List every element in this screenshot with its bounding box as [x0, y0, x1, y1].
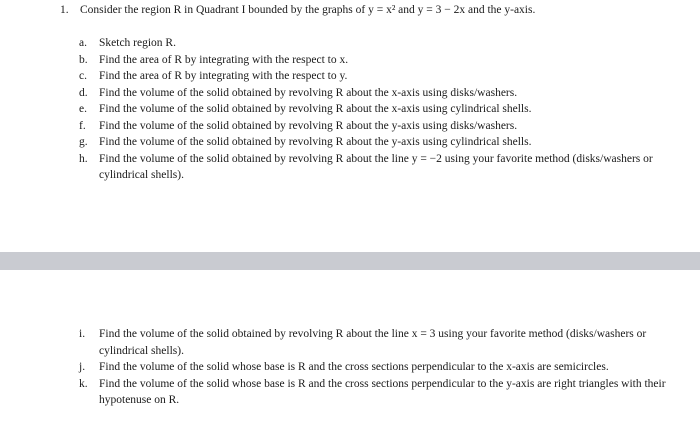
- part-item-i: [79, 326, 679, 359]
- part-text: Find the volume of the solid obtained by revolving R about the x-axis using disks/washers.: [99, 86, 518, 99]
- problem-text: Consider the region R in Quadrant I bounded by the graphs of y = x² and y = 3 − 2x and the y-axis.: [80, 4, 536, 16]
- part-letter: g.: [79, 136, 88, 148]
- problem-number: 1.: [60, 4, 69, 16]
- part-text: Find the area of R by integrating with the respect to x.: [99, 53, 349, 66]
- part-letter: k.: [79, 377, 88, 390]
- part-text: Find the volume of the solid obtained by revolving R about the x-axis using cylindrical shells.: [99, 103, 532, 115]
- part-text: Find the volume of the solid obtained by revolving R about the y-axis using disks/washers.: [99, 119, 518, 132]
- part-item-b: [79, 52, 679, 69]
- part-letter: e.: [79, 103, 87, 115]
- part-item-k: [79, 376, 679, 409]
- part-letter: i.: [79, 328, 86, 340]
- part-item-h: [79, 151, 679, 184]
- part-letter: f.: [79, 119, 86, 132]
- part-letter: j.: [79, 361, 86, 373]
- part-letter: b.: [79, 53, 88, 66]
- page-divider-band: [0, 252, 700, 270]
- part-text: Find the volume of the solid obtained by revolving R about the line x = 3 using your favorite method (disks/washers or cylindrical shells).: [99, 328, 647, 357]
- part-text: Find the volume of the solid obtained by revolving R about the y-axis using cylindrical shells.: [99, 136, 532, 148]
- part-letter: d.: [79, 86, 88, 99]
- part-item-c: [79, 68, 679, 85]
- part-letter: h.: [79, 152, 88, 165]
- part-item-f: [79, 118, 679, 135]
- part-item-d: [79, 85, 679, 102]
- part-item-e: [79, 101, 679, 118]
- part-letter: a.: [79, 37, 87, 49]
- part-text: Find the volume of the solid whose base is R and the cross sections perpendicular to the x-axis are semicircles.: [99, 361, 609, 373]
- parts-list-bottom: [79, 326, 679, 409]
- parts-list-top: [79, 35, 679, 184]
- part-text: Sketch region R.: [99, 37, 176, 49]
- part-text: Find the volume of the solid obtained by revolving R about the line y = −2 using your favorite method (disks/washers or cylindrical shells).: [99, 152, 653, 181]
- part-letter: c.: [79, 70, 87, 82]
- part-text: Find the volume of the solid whose base is R and the cross sections perpendicular to the y-axis are right triangles with their hypotenuse on R.: [99, 377, 666, 406]
- part-item-a: [79, 35, 679, 52]
- part-item-j: [79, 359, 679, 376]
- part-text: Find the area of R by integrating with the respect to y.: [99, 70, 348, 82]
- part-item-g: [79, 134, 679, 151]
- problem-statement: [60, 2, 680, 19]
- worksheet-page-bottom: [0, 270, 700, 447]
